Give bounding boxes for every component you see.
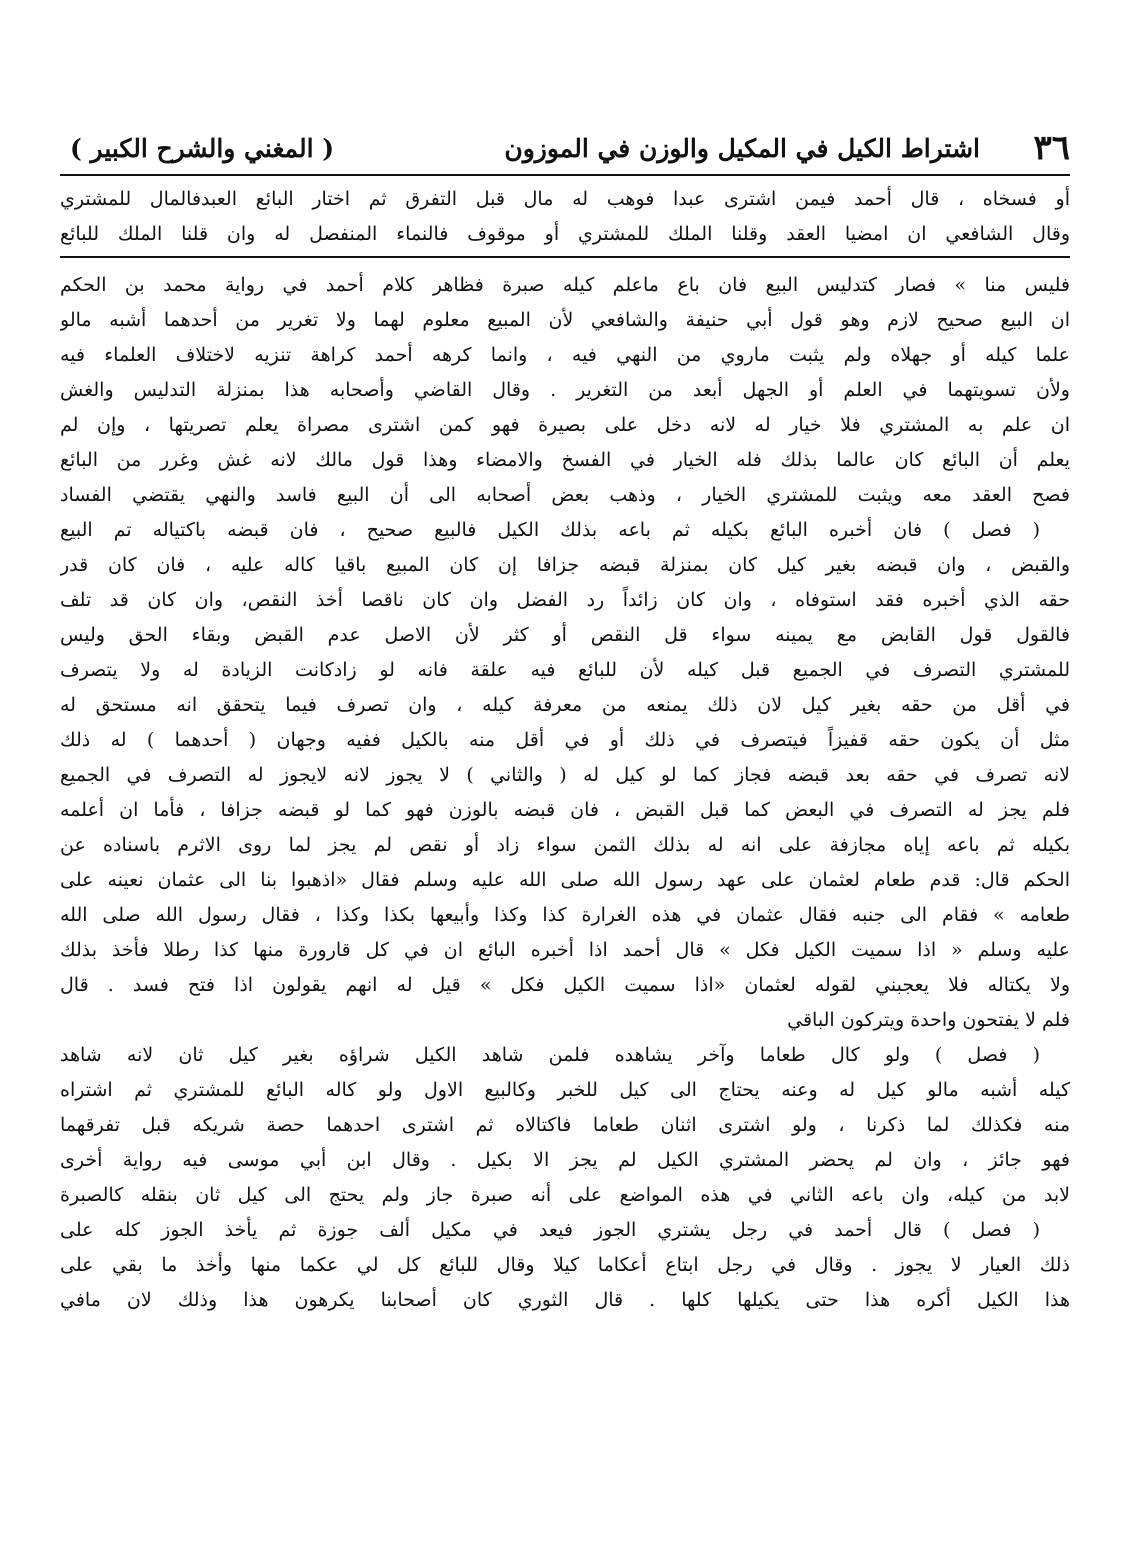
text-line: الحكم قال: قدم طعام لعثمان على عهد رسول الله صلى الله عليه وسلم فقال «اذهبوا بنا الى عثمان نعينه على — [60, 869, 1070, 891]
section-heading-line: ( فصل ) قال أحمد في رجل يشتري الجوز فيعد في مكيل ألف جوزة ثم يأخذ الجوز كله على — [60, 1219, 1040, 1241]
section-heading-line: ( فصل ) فان أخبره البائع بكيله ثم باعه بذلك الكيل فالبيع صحيح ، فان قبضه باكتياله تم البيع — [60, 519, 1040, 541]
text-line: فصح العقد معه ويثبت للمشتري الخيار ، وذهب بعض أصحابه الى أن البيع فاسد والنهي يقتضي الفساد — [60, 484, 1070, 506]
text-line: وقال الشافعي ان امضيا العقد وقلنا الملك للمشتري أو موقوف فالنماء المنفصل له وان قلنا الملك للبائع — [60, 223, 1070, 245]
text-line: فليس منا » فصار كتدليس البيع فان باع ماعلم كيله صبرة فظاهر كلام أحمد في رواية محمد بن الحكم — [60, 274, 1070, 296]
text-line: هذا الكيل أكره هذا حتى يكيلها كلها . قال الثوري كان أصحابنا يكرهون هذا وذلك لان مافي — [60, 1289, 1070, 1311]
text-line: عليه وسلم « اذا سميت الكيل فكل » قال أحمد اذا أخبره البائع ان في كل قارورة منها كذا رطلا فأخذ بذلك — [60, 939, 1070, 961]
text-line: للمشتري التصرف في الجميع قبل كيله لأن للبائع فيه علقة فانه لو زادكانت الزيادة له ولا يتصرف — [60, 659, 1070, 681]
text-line: كيله أشبه مالو كيل له وعنه يحتاج الى كيل للخبر وكالبيع الاول ولو كاله البائع للمشتري ثم اشتراه — [60, 1079, 1070, 1101]
document-page — [60, 128, 1070, 1318]
text-line: ولأن تسويتهما في العلم أو الجهل أبعد من التغرير . وقال القاضي وأصحابه هذا بمنزلة التدليس والغش — [60, 379, 1070, 401]
header-rule — [60, 174, 1070, 176]
text-line: فلم لا يفتحون واحدة ويتركون الباقي — [787, 1009, 1070, 1031]
page-number: ٣٦ — [1033, 128, 1070, 168]
text-line: في أقل من حقه بغير كيل لان ذلك يمنعه من معرفة كيله ، وان تصرف فيما يتحقق انه مستحق له — [60, 694, 1070, 716]
text-line: لابد من كيله، وان باعه الثاني في هذه المواضع على أنه صبرة جاز ولم يحتج الى كيل ثان بنقله كالصبرة — [60, 1184, 1070, 1206]
text-line: منه فكذلك لما ذكرنا ، ولو اشترى اثنان طعاما فاكتالاه ثم اشترى احدهما حصة شريكه قبل تفرقهما — [60, 1114, 1070, 1136]
text-line: يعلم أن البائع كان عالما بذلك فله الخيار في الفسخ والامضاء وهذا قول مالك لانه غش وغرر من البائع — [60, 449, 1070, 471]
text-line: ان البيع صحيح لازم وهو قول أبي حنيفة والشافعي لأن المبيع معلوم لهما ولا تغرير من أحدهما أشبه مالو — [60, 309, 1070, 331]
text-line: فهو جائز ، وان لم يحضر المشتري الكيل لم يجز الا بكيل . وقال ابن أبي موسى فيه رواية أخرى — [60, 1149, 1070, 1171]
text-line: ذلك العيار لا يجوز . وقال في رجل ابتاع أعكاما كيلا وقال للبائع كل لي عكما منها وأخذ ما بقي على — [60, 1254, 1070, 1276]
text-line: فلم يجز له التصرف في البعض كما قبل القبض ، فان قبضه بالوزن فهو كما لو قبضه جزافا ، فأما ان أعلمه — [60, 799, 1070, 821]
upper-text-block — [60, 182, 1070, 252]
text-line: والقبض ، وان قبضه بغير كيل كان بمنزلة قبضه جزافا إن كان المبيع باقيا كاله عليه ، فان كان قدر — [60, 554, 1070, 576]
text-line: طعامه » فقام الى جنبه فقال عثمان في هذه الغرارة كذا وكذا وأبيعها بكذا وكذا ، فقال رسول الله صلى الله — [60, 904, 1070, 926]
section-heading-line: ( فصل ) ولو كال طعاما وآخر يشاهده فلمن شاهد الكيل شراؤه بغير كيل ثان لانه شاهد — [60, 1044, 1040, 1066]
text-line: علما كيله أو جهلاه ولم يثبت ماروي من النهي فيه ، وانما كرهه أحمد كراهة تنزيه لاختلاف العلماء فيه — [60, 344, 1070, 366]
main-text-block — [60, 268, 1070, 1318]
text-line: مثل أن يكون حقه قفيزاً فيتصرف في ذلك أو في أقل منه بالكيل ففيه وجهان ( أحدهما ) له ذلك — [60, 729, 1070, 751]
text-line: بكيله ثم باعه إياه مجازفة على انه له بذلك الثمن سواء زاد أو نقص لم يجز لما روى الاثرم باسناده عن — [60, 834, 1070, 856]
text-line: لانه تصرف في حقه بعد قبضه فجاز كما لو كيل له ( والثاني ) لا يجوز لانه لايجوز له التصرف في الجميع — [60, 764, 1070, 786]
text-line: ان علم به المشتري فلا خيار له لانه دخل على بصيرة فهو كمن اشترى مصراة يعلم تصريتها ، وإن لم — [60, 414, 1070, 436]
text-line: أو فسخاه ، قال أحمد فيمن اشترى عبدا فوهب له مال قبل التفرق ثم اختار البائع العبدفالمال للمشتري — [60, 188, 1070, 210]
text-line: فالقول قول القابض مع يمينه سواء قل النقص أو كثر لأن الاصل عدم القبض وبقاء الحق وليس — [60, 624, 1070, 646]
book-title: ( المغني والشرح الكبير ) — [70, 134, 335, 163]
section-divider — [60, 256, 1070, 258]
running-title: اشتراط الكيل في المكيل والوزن في الموزون — [504, 134, 980, 163]
page-header — [60, 128, 1070, 174]
text-line: حقه الذي أخبره فقد استوفاه ، وان كان زائداً رد الفضل وان كان ناقصا أخذ النقص، وان كان قد تلف — [60, 589, 1070, 611]
text-line: ولا يكتاله فلا يعجبني لقوله لعثمان «اذا سميت الكيل فكل » قيل له انهم يقولون اذا فتح فسد . قال — [60, 974, 1070, 996]
